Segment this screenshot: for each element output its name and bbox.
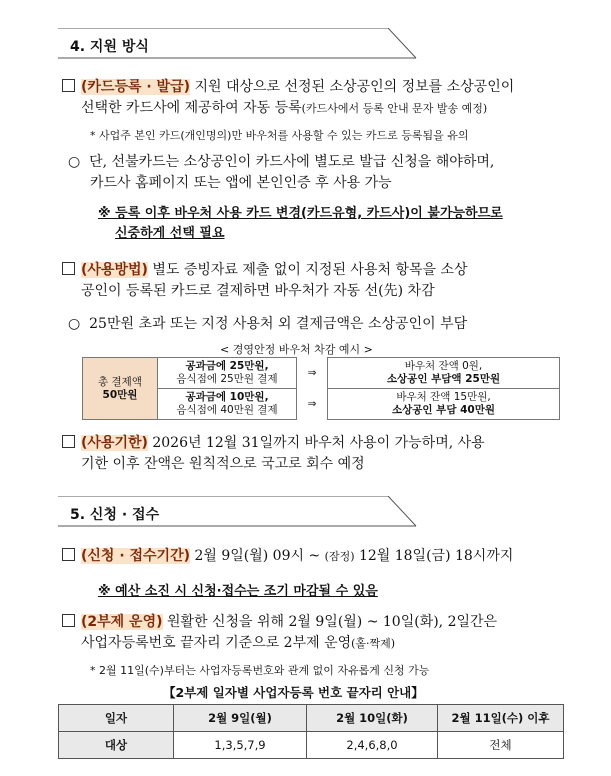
usage-method-paragraph: (사용방법) 별도 증빙자료 제출 없이 지정된 사용처 항목을 소상 공인이 등록된 카드로 결제하면 바우처가 자동 선(先) 차감 xyxy=(62,260,592,302)
usage-period-tag: (사용기한) xyxy=(81,435,148,451)
application-period-paragraph: (신청 · 접수기간) 2월 9일(월) 09시 ~ (잠정) 12월 18일(금) 18시까지 xyxy=(62,546,513,567)
schedule-header-day2: 2월 10일(화) xyxy=(307,705,438,732)
card-registration-paragraph: (카드등록 · 발급) 지원 대상으로 선정된 소상공인의 정보를 소상공인이 선택한 카드사에 제공하여 자동 등록(카드사에서 등록 안내 문자 발송 예정) xyxy=(62,77,582,119)
schedule-header-day3: 2월 11일(수) 이후 xyxy=(438,705,564,732)
schedule-header-day1: 2월 9일(월) xyxy=(174,705,307,732)
checkbox-marker xyxy=(62,614,75,627)
schedule-header-date: 일자 xyxy=(59,705,174,732)
split-operation-paragraph: (2부제 운영) 원활한 신청을 위해 2월 9일(월) ~ 10일(화), 2일간은 사업자등록번호 끝자리 기준으로 2부제 운영(홀·짝제) xyxy=(62,612,592,654)
schedule-cell: 1,3,5,7,9 xyxy=(174,732,307,759)
total-payment-cell: 총 결제액 50만원 xyxy=(83,358,158,420)
checkbox-marker xyxy=(62,262,75,275)
usage-period-paragraph: (사용기한) 2026년 12월 31일까지 바우처 사용이 가능하며, 사용 기한 이후 잔액은 원칙적으로 국고로 회수 예정 xyxy=(62,433,592,475)
example-row2-right: 바우처 잔액 15만원, 소상공인 부담 40만원 xyxy=(328,389,560,420)
prepaid-paragraph: ○ 단, 선불카드는 소상공인이 카드사에 별도로 발급 신청을 해야하며, 카드사 홈페이지 또는 앱에 본인인증 후 사용 가능 xyxy=(68,154,495,191)
schedule-cell: 2,4,6,8,0 xyxy=(307,732,438,759)
split-operation-tag: (2부제 운영) xyxy=(81,614,163,630)
application-period-tag: (신청 · 접수기간) xyxy=(81,548,191,564)
section5-title: 5. 신청 · 접수 xyxy=(70,507,160,523)
schedule-cell: 전체 xyxy=(438,732,564,759)
schedule-row-label: 대상 xyxy=(59,732,174,759)
arrow-icon: ⇒ xyxy=(297,389,328,420)
example-caption: < 경영안정 바우처 차감 예시 > xyxy=(220,343,373,356)
split-operation-note: * 2월 11일(수)부터는 사업자등록번호와 관계 없이 자유롭게 신청 가능 xyxy=(90,664,430,677)
schedule-caption: 【2부제 일자별 사업자등록 번호 끝자리 안내】 xyxy=(163,685,424,700)
card-change-warning: ※ 등록 이후 바우처 사용 카드 변경(카드유형, 카드사)이 불가능하므로 신중하게 선택 필요 xyxy=(98,206,503,241)
checkbox-marker xyxy=(62,548,75,561)
schedule-table xyxy=(58,704,564,759)
card-registration-tag: (카드등록 · 발급) xyxy=(81,79,191,95)
excess-payment-paragraph: ○ 25만원 초과 또는 지정 사용처 외 결제금액은 소상공인이 부담 xyxy=(68,316,468,332)
example-row1-left: 공과금에 25만원, 음식점에 25만원 결제 xyxy=(158,358,297,389)
section4-title: 4. 지원 방식 xyxy=(70,39,149,55)
example-row1-right: 바우처 잔액 0원, 소상공인 부담액 25만원 xyxy=(328,358,560,389)
card-registration-note: * 사업주 본인 카드(개인명의)만 바우처를 사용할 수 있는 카드로 등록됨을 유의 xyxy=(90,129,469,142)
checkbox-marker xyxy=(62,435,75,448)
example-row2-left: 공과금에 10만원, 음식점에 40만원 결제 xyxy=(158,389,297,420)
checkbox-marker xyxy=(62,79,75,92)
arrow-icon: ⇒ xyxy=(297,358,328,389)
deduction-example-table xyxy=(82,357,560,420)
early-close-warning: ※ 예산 소진 시 신청·접수는 조기 마감될 수 있음 xyxy=(98,584,378,599)
usage-method-tag: (사용방법) xyxy=(81,262,148,278)
